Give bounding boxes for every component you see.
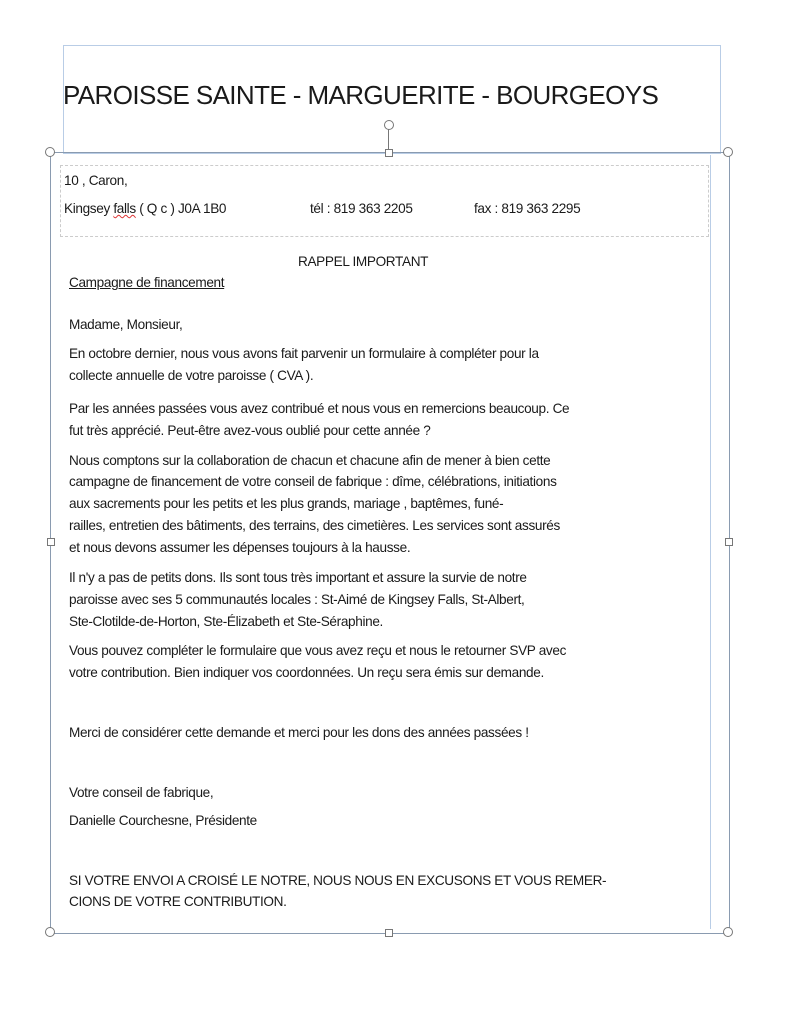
city-text: Kingsey	[64, 201, 114, 216]
closing-line: CIONS DE VOTRE CONTRIBUTION.	[69, 894, 287, 909]
closing-line: SI VOTRE ENVOI A CROISÉ LE NOTRE, NOUS NOUS EN EXCUSONS ET VOUS REMER-	[69, 873, 607, 888]
paragraph-line: et nous devons assumer les dépenses toujours à la hausse.	[69, 540, 411, 555]
postal-code: ( Q c ) J0A 1B0	[135, 201, 227, 216]
subheading: Campagne de financement	[69, 275, 225, 290]
resize-handle-bottom-right[interactable]	[723, 927, 733, 937]
paragraph-line: railles, entretien des bâtiments, des terrains, des cimetières. Les services sont assurés	[69, 518, 560, 533]
resize-handle-top-right[interactable]	[723, 147, 733, 157]
paragraph-line: paroisse avec ses 5 communautés locales : St-Aimé de Kingsey Falls, St-Albert,	[69, 592, 525, 607]
resize-handle-bottom[interactable]	[385, 929, 393, 937]
fax: fax : 819 363 2295	[474, 201, 581, 216]
paragraph-line: collecte annuelle de votre paroisse ( CVA ).	[69, 368, 314, 383]
page-title: PAROISSE SAINTE - MARGUERITE - BOURGEOYS	[63, 80, 659, 110]
rotate-handle[interactable]	[384, 120, 394, 130]
misspelled-word: falls	[113, 201, 136, 216]
phone: tél : 819 363 2205	[310, 201, 413, 216]
resize-handle-bottom-left[interactable]	[45, 927, 55, 937]
paragraph-line: Il n'y a pas de petits dons. Ils sont tous très important et assure la survie de notre	[69, 570, 527, 585]
paragraph-line: En octobre dernier, nous vous avons fait parvenir un formulaire à compléter pour la	[69, 346, 539, 361]
paragraph-line: Ste-Clotilde-de-Horton, Ste-Élizabeth et Ste-Séraphine.	[69, 614, 383, 629]
paragraph-line: Par les années passées vous avez contribué et nous vous en remercions beaucoup. Ce	[69, 401, 570, 416]
paragraph-line: aux sacrements pour les petits et les plus grands, mariage , baptêmes, funé-	[69, 496, 504, 511]
salutation: Madame, Monsieur,	[69, 317, 183, 332]
paragraph-line: Vous pouvez compléter le formulaire que vous avez reçu et nous le retourner SVP avec	[69, 643, 567, 658]
resize-handle-right[interactable]	[725, 538, 733, 546]
resize-handle-left[interactable]	[47, 538, 55, 546]
thanks-line: Merci de considérer cette demande et merci pour les dons des années passées !	[69, 725, 529, 740]
resize-handle-top-left[interactable]	[45, 147, 55, 157]
heading: RAPPEL IMPORTANT	[298, 254, 429, 269]
paragraph-line: votre contribution. Bien indiquer vos coordonnées. Un reçu sera émis sur demande.	[69, 665, 544, 680]
signature-name: Danielle Courchesne, Présidente	[69, 813, 257, 828]
paragraph-line: Nous comptons sur la collaboration de chacun et chacune afin de mener à bien cette	[69, 453, 551, 468]
address-line-2	[64, 200, 581, 218]
paragraph-line: campagne de financement de votre conseil de fabrique : dîme, célébrations, initiations	[69, 474, 557, 489]
inner-frame-edge	[710, 155, 711, 929]
address-line-1: 10 , Caron,	[64, 173, 128, 188]
paragraph-line: fut très apprécié. Peut-être avez-vous oublié pour cette année ?	[69, 423, 431, 438]
signoff-line: Votre conseil de fabrique,	[69, 785, 214, 800]
resize-handle-top[interactable]	[385, 149, 393, 157]
